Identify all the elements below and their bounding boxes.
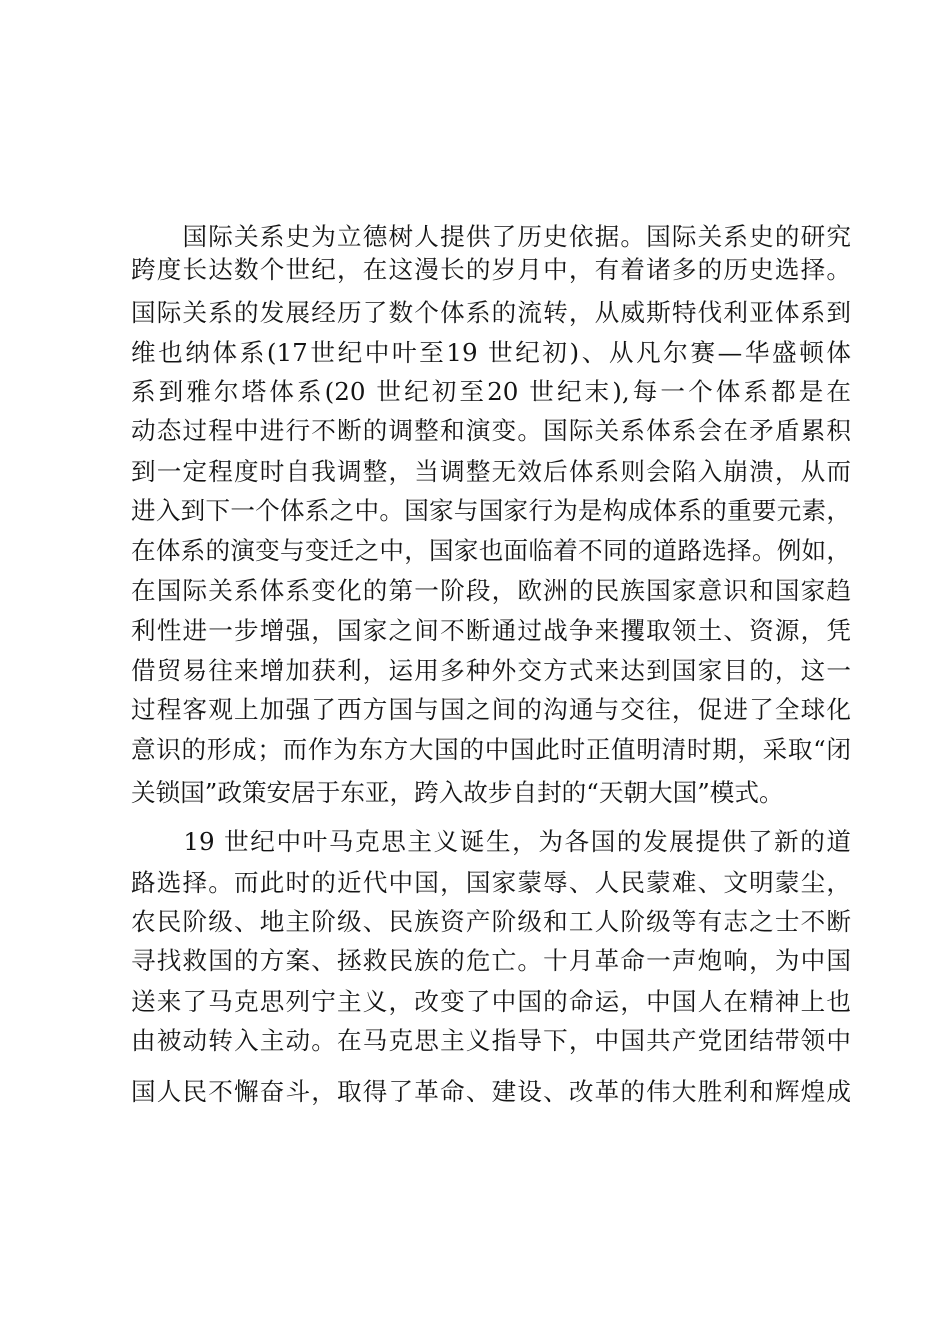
paragraph-2-line-7: 国人民不懈奋斗，取得了革命、建设、改革的伟大胜利和辉煌成 bbox=[131, 1077, 851, 1106]
paragraph-2-line-3: 农民阶级、地主阶级、民族资产阶级和工人阶级等有志之士不断 bbox=[131, 907, 851, 936]
paragraph-1-line-8: 进入到下一个体系之中。国家与国家行为是构成体系的重要元素， bbox=[131, 496, 851, 525]
paragraph-2-line-4: 寻找救国的方案、拯救民族的危亡。十月革命一声炮响，为中国 bbox=[131, 946, 851, 975]
paragraph-1-line-15: 关锁国”政策安居于东亚，跨入故步自封的“天朝大国”模式。 bbox=[131, 778, 784, 807]
paragraph-1-line-9: 在体系的演变与变迁之中，国家也面临着不同的道路选择。例如， bbox=[131, 536, 851, 565]
paragraph-1-line-7: 到一定程度时自我调整，当调整无效后体系则会陷入崩溃，从而 bbox=[131, 457, 851, 486]
paragraph-1-line-1: 国际关系史为立德树人提供了历史依据。国际关系史的研究 bbox=[131, 222, 851, 251]
paragraph-2-line-2: 路选择。而此时的近代中国，国家蒙辱、人民蒙难、文明蒙尘， bbox=[131, 868, 851, 897]
paragraph-1-line-13: 过程客观上加强了西方国与国之间的沟通与交往，促进了全球化 bbox=[131, 695, 851, 724]
paragraph-1-line-10: 在国际关系体系变化的第一阶段，欧洲的民族国家意识和国家趋 bbox=[131, 576, 851, 605]
paragraph-1-line-12: 借贸易往来增加获利，运用多种外交方式来达到国家目的，这一 bbox=[131, 656, 851, 685]
paragraph-1-line-2: 跨度长达数个世纪，在这漫长的岁月中，有着诸多的历史选择。 bbox=[131, 255, 851, 284]
paragraph-1-line-11: 利性进一步增强，国家之间不断通过战争来攫取领土、资源，凭 bbox=[131, 616, 851, 645]
paragraph-2-line-5: 送来了马克思列宁主义，改变了中国的命运，中国人在精神上也 bbox=[131, 987, 851, 1016]
paragraph-1-line-14: 意识的形成；而作为东方大国的中国此时正值明清时期，采取“闭 bbox=[131, 735, 851, 764]
paragraph-1-line-5: 系到雅尔塔体系(20 世纪初至20 世纪末),每一个体系都是在 bbox=[131, 377, 851, 406]
paragraph-1-line-6: 动态过程中进行不断的调整和演变。国际关系体系会在矛盾累积 bbox=[131, 416, 851, 445]
paragraph-1-line-4: 维也纳体系(17世纪中叶至19 世纪初)、从凡尔赛—华盛顿体 bbox=[131, 338, 851, 367]
paragraph-2-line-1: 19 世纪中叶马克思主义诞生，为各国的发展提供了新的道 bbox=[131, 827, 851, 856]
paragraph-1-line-3: 国际关系的发展经历了数个体系的流转，从威斯特伐利亚体系到 bbox=[131, 298, 851, 327]
paragraph-2-line-6: 由被动转入主动。在马克思主义指导下，中国共产党团结带领中 bbox=[131, 1026, 851, 1055]
